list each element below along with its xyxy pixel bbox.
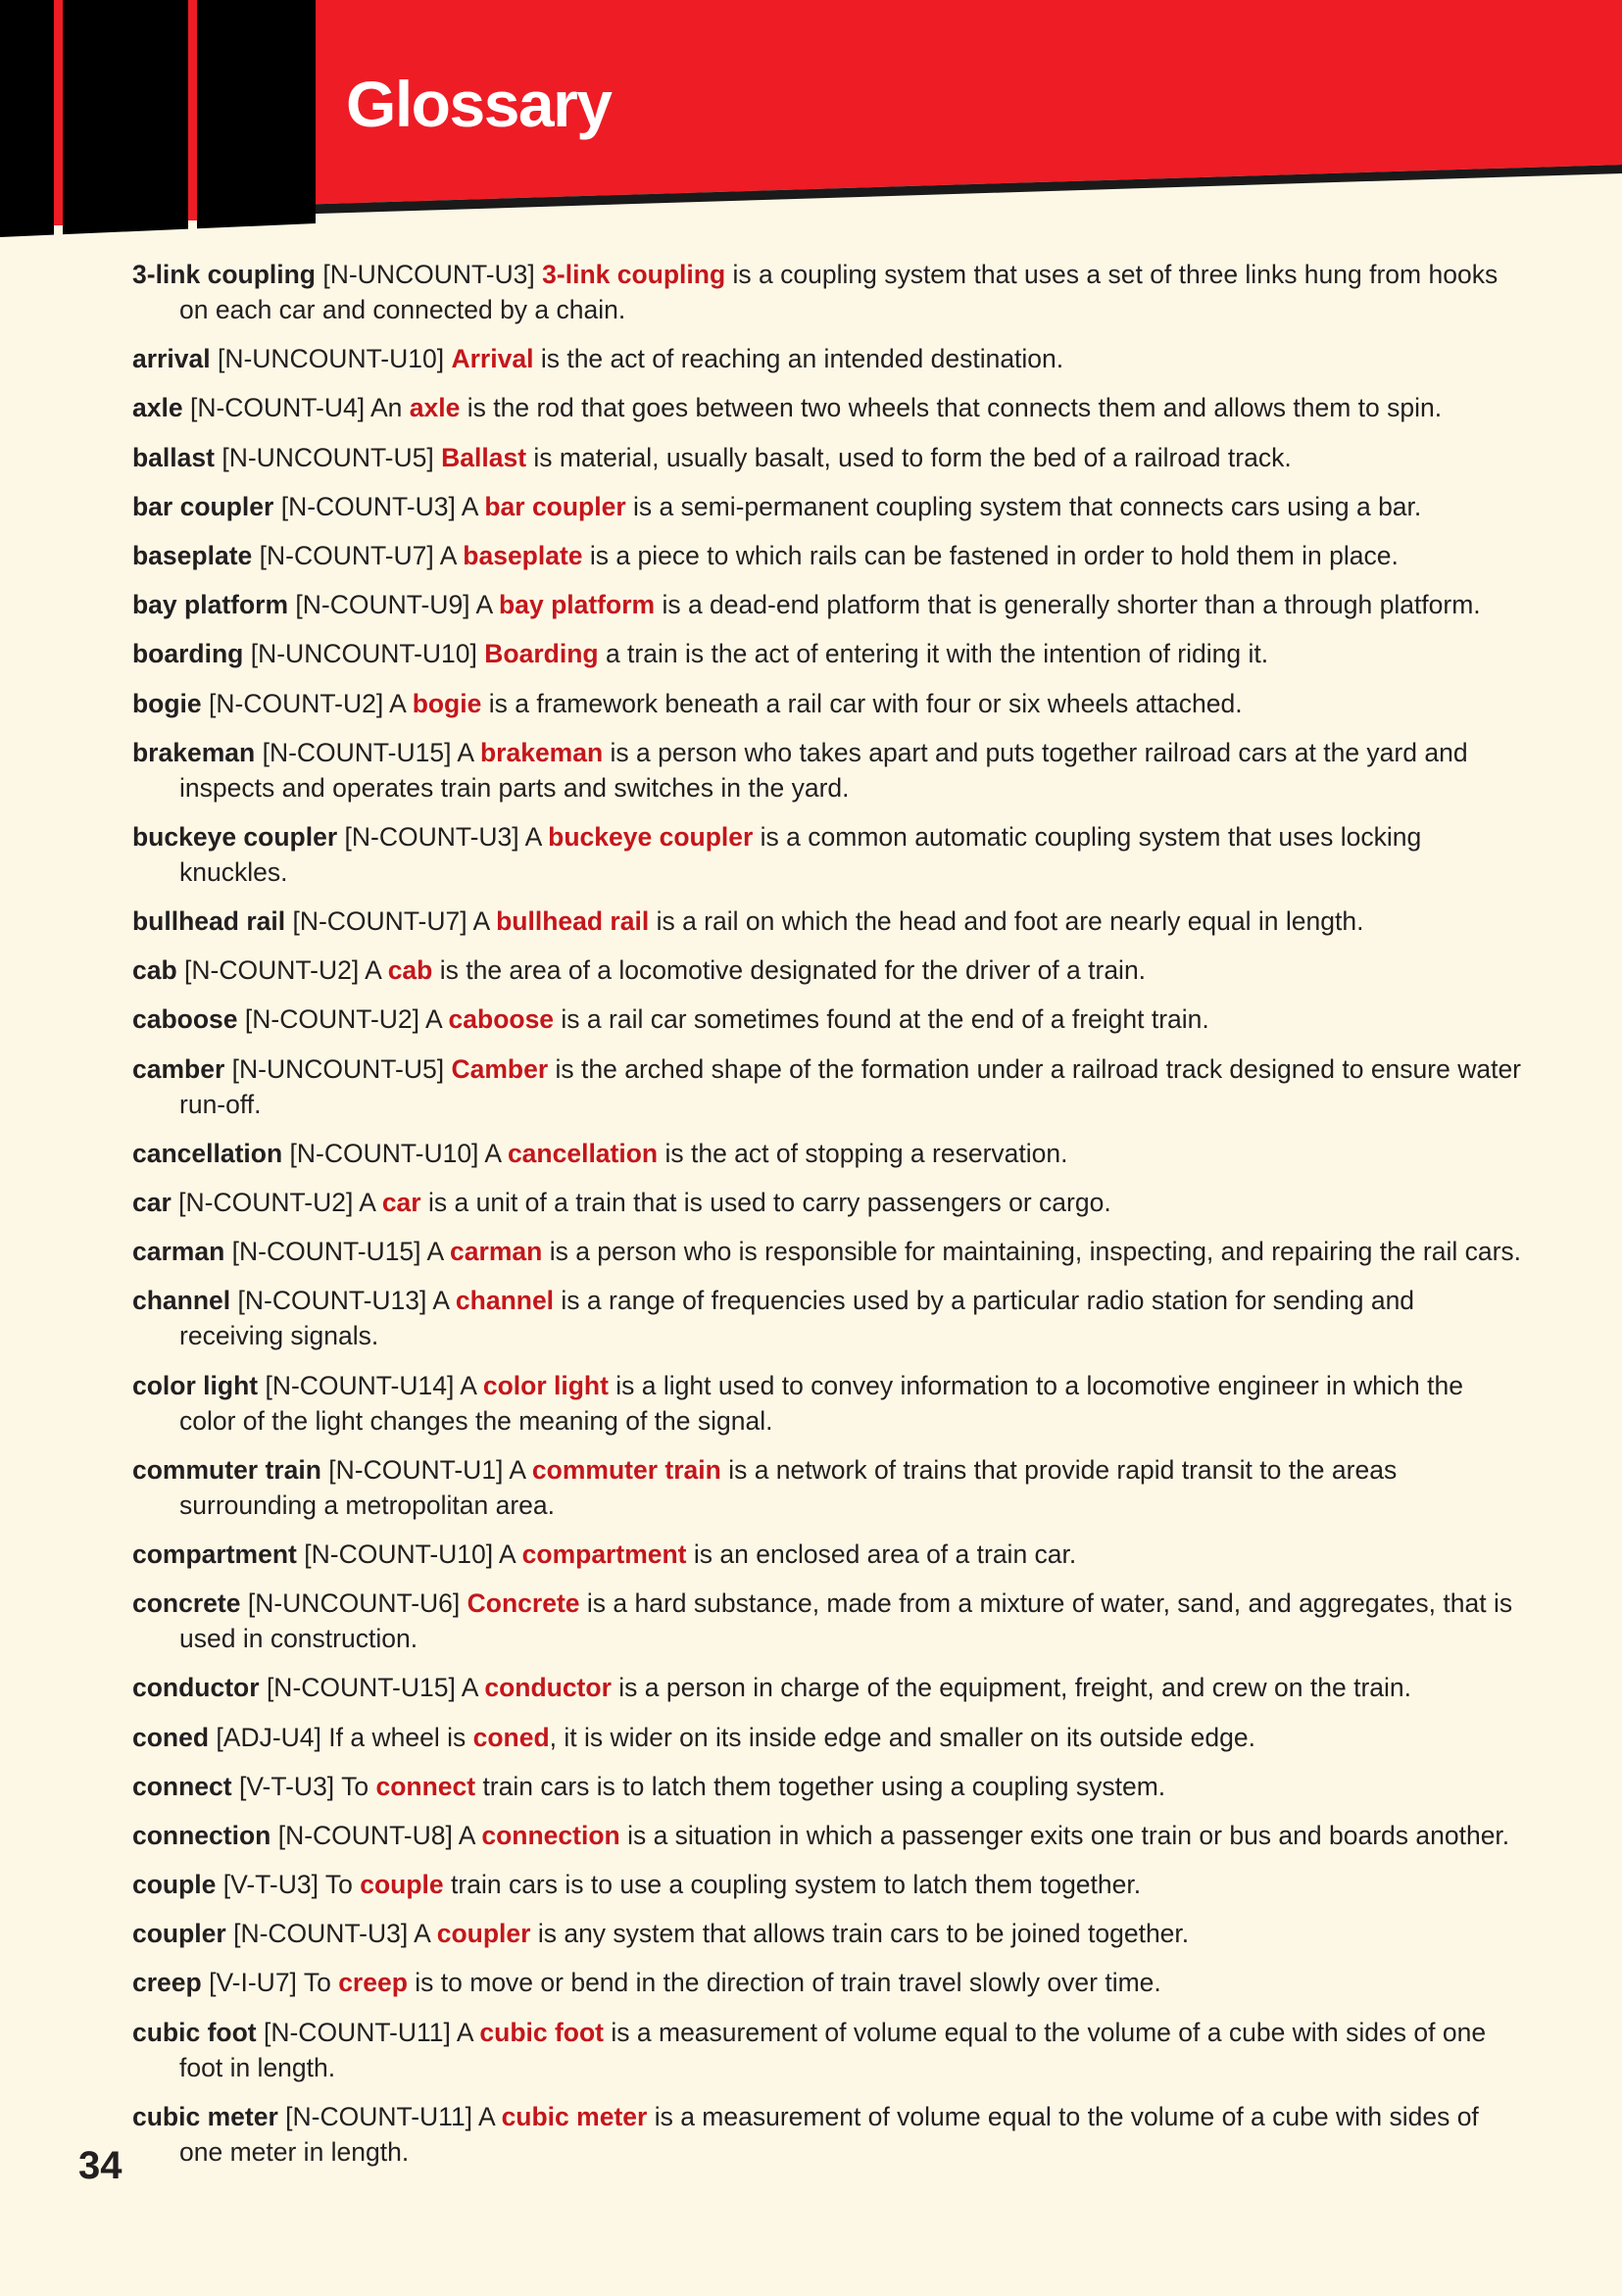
entry-part-of-speech: [N-UNCOUNT-U10] bbox=[250, 639, 477, 669]
entry-definition-lead: A bbox=[477, 2101, 495, 2131]
entry-term: baseplate bbox=[132, 540, 253, 570]
entry-definition-lead: A bbox=[460, 1370, 476, 1400]
header-black-block bbox=[0, 0, 316, 237]
entry-definition-lead: A bbox=[499, 1539, 516, 1569]
glossary-entry bbox=[132, 1136, 1524, 1171]
entry-term: conductor bbox=[132, 1673, 260, 1703]
glossary-entry bbox=[132, 538, 1524, 573]
entry-highlighted-term: brakeman bbox=[479, 737, 604, 767]
entry-term: camber bbox=[132, 1053, 225, 1084]
entry-term: brakeman bbox=[132, 737, 256, 767]
glossary-entry bbox=[132, 1818, 1524, 1853]
header-red-stripe-1 bbox=[54, 0, 63, 225]
entry-part-of-speech: [N-UNCOUNT-U5] bbox=[231, 1053, 445, 1084]
entry-definition: train cars is to use a coupling system to latch them together. bbox=[451, 1870, 1142, 1900]
page-title: Glossary bbox=[346, 68, 612, 140]
entry-highlighted-term: Boarding bbox=[484, 639, 599, 669]
entry-part-of-speech: [N-COUNT-U7] bbox=[292, 906, 467, 937]
entry-term: 3-link coupling bbox=[132, 260, 316, 289]
entry-definition: is material, usually basalt, used to form the bed of a railroad track. bbox=[533, 442, 1292, 472]
entry-definition: is the area of a locomotive designated for the driver of a train. bbox=[439, 955, 1147, 986]
glossary-entry bbox=[132, 1452, 1524, 1523]
entry-highlighted-term: buckeye coupler bbox=[548, 821, 754, 852]
entry-term: bay platform bbox=[132, 590, 289, 620]
glossary-entry bbox=[132, 953, 1524, 988]
entry-part-of-speech: [N-COUNT-U2] bbox=[184, 955, 360, 986]
entry-part-of-speech: [N-COUNT-U1] bbox=[328, 1454, 504, 1485]
entry-definition-lead: A bbox=[524, 821, 541, 852]
entry-highlighted-term: axle bbox=[409, 393, 461, 423]
entry-part-of-speech: [N-UNCOUNT-U6] bbox=[247, 1588, 461, 1619]
entry-term: creep bbox=[132, 1968, 202, 1998]
entry-highlighted-term: conductor bbox=[484, 1673, 612, 1703]
entry-definition-lead: A bbox=[456, 2017, 473, 2047]
entry-term: cab bbox=[132, 955, 177, 986]
entry-term: boarding bbox=[132, 639, 244, 669]
entry-definition-lead: A bbox=[484, 1138, 501, 1168]
entry-highlighted-term: cancellation bbox=[507, 1138, 659, 1168]
entry-term: concrete bbox=[132, 1588, 241, 1619]
entry-highlighted-term: cubic meter bbox=[501, 2101, 648, 2131]
entry-definition: is a light used to convey information to a locomotive engineer in which the color of the light changes the meaning of the signal. bbox=[179, 1370, 1463, 1436]
entry-definition-lead: A bbox=[424, 1004, 442, 1035]
entry-highlighted-term: 3-link coupling bbox=[542, 260, 726, 289]
glossary-entry bbox=[132, 2015, 1524, 2085]
glossary-entry bbox=[132, 686, 1524, 721]
entry-term: connection bbox=[132, 1820, 271, 1850]
glossary-entry bbox=[132, 1916, 1524, 1951]
entry-definition-lead: A bbox=[461, 1673, 477, 1703]
entry-part-of-speech: [ADJ-U4] bbox=[216, 1722, 321, 1752]
entry-definition: is the rod that goes between two wheels that connects them and allows them to spin. bbox=[467, 393, 1443, 423]
entry-highlighted-term: Arrival bbox=[451, 344, 534, 374]
entry-term: bogie bbox=[132, 688, 202, 718]
entry-definition: is a measurement of volume equal to the volume of a cube with sides of one foot in length. bbox=[179, 2017, 1487, 2082]
entry-highlighted-term: cubic foot bbox=[479, 2017, 605, 2047]
entry-part-of-speech: [N-COUNT-U11] bbox=[285, 2101, 473, 2131]
entry-definition: is a piece to which rails can be fastened in order to hold them in place. bbox=[589, 540, 1399, 570]
glossary-entry bbox=[132, 440, 1524, 475]
entry-definition: is a dead-end platform that is generally shorter than a through platform. bbox=[662, 590, 1481, 620]
entry-definition-lead: A bbox=[472, 906, 489, 937]
entry-term: bullhead rail bbox=[132, 906, 286, 937]
entry-definition: is to move or bend in the direction of train travel slowly over time. bbox=[415, 1968, 1161, 1998]
entry-part-of-speech: [N-COUNT-U3] bbox=[344, 821, 519, 852]
entry-part-of-speech: [V-T-U3] bbox=[238, 1771, 335, 1801]
entry-term: compartment bbox=[132, 1539, 297, 1569]
entry-highlighted-term: carman bbox=[450, 1237, 543, 1267]
entry-term: caboose bbox=[132, 1004, 238, 1035]
entry-definition-lead: An bbox=[370, 393, 403, 423]
entry-highlighted-term: color light bbox=[482, 1370, 609, 1400]
entry-term: carman bbox=[132, 1237, 225, 1267]
entry-highlighted-term: caboose bbox=[448, 1004, 555, 1035]
entry-term: connect bbox=[132, 1771, 232, 1801]
entry-definition: is a rail car sometimes found at the end of a freight train. bbox=[561, 1004, 1209, 1035]
glossary-entry bbox=[132, 587, 1524, 622]
entry-highlighted-term: compartment bbox=[521, 1539, 687, 1569]
entry-part-of-speech: [N-COUNT-U2] bbox=[178, 1188, 354, 1217]
glossary-entry bbox=[132, 636, 1524, 671]
glossary-list bbox=[132, 257, 1524, 2183]
entry-part-of-speech: [N-UNCOUNT-U5] bbox=[221, 442, 434, 472]
entry-part-of-speech: [V-T-U3] bbox=[222, 1870, 319, 1900]
glossary-entry bbox=[132, 341, 1524, 376]
entry-term: channel bbox=[132, 1286, 231, 1316]
entry-term: color light bbox=[132, 1370, 259, 1400]
entry-definition: train cars is to latch them together using a coupling system. bbox=[482, 1771, 1166, 1801]
glossary-entry bbox=[132, 1234, 1524, 1269]
glossary-entry bbox=[132, 489, 1524, 524]
entry-term: axle bbox=[132, 393, 183, 423]
glossary-entry bbox=[132, 1051, 1524, 1122]
entry-definition: is a person who takes apart and puts together railroad cars at the yard and inspects and operates train parts and switches in the yard. bbox=[179, 737, 1468, 803]
glossary-entry bbox=[132, 1185, 1524, 1220]
entry-part-of-speech: [N-COUNT-U14] bbox=[265, 1370, 455, 1400]
glossary-entry bbox=[132, 1368, 1524, 1439]
entry-part-of-speech: [N-COUNT-U8] bbox=[277, 1820, 453, 1850]
entry-definition-lead: A bbox=[426, 1237, 443, 1267]
header-notch-2 bbox=[188, 220, 197, 234]
entry-part-of-speech: [V-I-U7] bbox=[209, 1968, 297, 1998]
glossary-entry bbox=[132, 1769, 1524, 1804]
entry-definition-lead: A bbox=[461, 491, 477, 521]
entry-definition: is the act of stopping a reservation. bbox=[664, 1138, 1068, 1168]
entry-highlighted-term: connect bbox=[375, 1771, 476, 1801]
entry-part-of-speech: [N-COUNT-U15] bbox=[262, 737, 452, 767]
entry-definition: is a person who is responsible for maintaining, inspecting, and repairing the rail cars. bbox=[549, 1237, 1522, 1267]
entry-term: coupler bbox=[132, 1919, 226, 1949]
entry-term: commuter train bbox=[132, 1454, 321, 1485]
glossary-entry bbox=[132, 1537, 1524, 1572]
glossary-entry bbox=[132, 1586, 1524, 1656]
entry-part-of-speech: [N-UNCOUNT-U10] bbox=[217, 344, 445, 374]
entry-term: bar coupler bbox=[132, 491, 274, 521]
entry-part-of-speech: [N-COUNT-U9] bbox=[295, 590, 470, 620]
entry-part-of-speech: [N-COUNT-U11] bbox=[263, 2017, 451, 2047]
glossary-entry bbox=[132, 1867, 1524, 1902]
entry-definition: is a hard substance, made from a mixture of water, sand, and aggregates, that is used in construction. bbox=[179, 1588, 1513, 1654]
entry-part-of-speech: [N-UNCOUNT-U3] bbox=[322, 260, 535, 289]
entry-term: cubic meter bbox=[132, 2101, 278, 2131]
entry-part-of-speech: [N-COUNT-U7] bbox=[259, 540, 434, 570]
entry-term: couple bbox=[132, 1870, 217, 1900]
entry-part-of-speech: [N-COUNT-U15] bbox=[266, 1673, 456, 1703]
entry-definition: a train is the act of entering it with the intention of riding it. bbox=[605, 639, 1269, 669]
entry-definition-lead: If a wheel is bbox=[328, 1722, 467, 1752]
glossary-entry bbox=[132, 2099, 1524, 2170]
entry-definition: is any system that allows train cars to be joined together. bbox=[537, 1919, 1190, 1949]
entry-part-of-speech: [N-COUNT-U15] bbox=[231, 1237, 421, 1267]
entry-term: car bbox=[132, 1188, 172, 1217]
entry-definition-lead: A bbox=[359, 1188, 375, 1217]
glossary-entry bbox=[132, 1965, 1524, 2000]
entry-highlighted-term: commuter train bbox=[531, 1454, 721, 1485]
entry-part-of-speech: [N-COUNT-U2] bbox=[244, 1004, 420, 1035]
glossary-entry bbox=[132, 819, 1524, 890]
entry-part-of-speech: [N-COUNT-U10] bbox=[304, 1539, 494, 1569]
entry-definition-lead: A bbox=[439, 540, 456, 570]
header-notch-1 bbox=[54, 225, 63, 237]
glossary-entry bbox=[132, 1283, 1524, 1353]
entry-highlighted-term: bullhead rail bbox=[496, 906, 650, 937]
entry-definition: is a semi-permanent coupling system that connects cars using a bar. bbox=[633, 491, 1422, 521]
entry-highlighted-term: couple bbox=[360, 1870, 444, 1900]
entry-highlighted-term: Camber bbox=[451, 1053, 549, 1084]
entry-definition: is a rail on which the head and foot are nearly equal in length. bbox=[656, 906, 1364, 937]
entry-definition-lead: A bbox=[457, 737, 473, 767]
entry-definition-lead: To bbox=[324, 1870, 353, 1900]
entry-highlighted-term: bay platform bbox=[499, 590, 656, 620]
glossary-entry bbox=[132, 390, 1524, 425]
entry-highlighted-term: bar coupler bbox=[484, 491, 626, 521]
entry-definition: is a network of trains that provide rapid transit to the areas surrounding a metropolitan area. bbox=[179, 1454, 1398, 1520]
entry-definition-lead: A bbox=[432, 1286, 449, 1316]
entry-highlighted-term: cab bbox=[387, 955, 433, 986]
entry-part-of-speech: [N-COUNT-U3] bbox=[280, 491, 456, 521]
entry-definition-lead: A bbox=[365, 955, 381, 986]
entry-term: ballast bbox=[132, 442, 215, 472]
glossary-entry bbox=[132, 904, 1524, 939]
entry-definition: is the act of reaching an intended destination. bbox=[540, 344, 1064, 374]
entry-highlighted-term: Concrete bbox=[467, 1588, 580, 1619]
entry-definition-lead: A bbox=[458, 1820, 474, 1850]
entry-highlighted-term: baseplate bbox=[463, 540, 583, 570]
page-header bbox=[0, 0, 1622, 240]
entry-term: arrival bbox=[132, 344, 211, 374]
entry-highlighted-term: connection bbox=[481, 1820, 620, 1850]
entry-definition: is a framework beneath a rail car with four or six wheels attached. bbox=[488, 688, 1243, 718]
entry-term: coned bbox=[132, 1722, 210, 1752]
entry-definition: is a range of frequencies used by a particular radio station for sending and receiving signals. bbox=[179, 1286, 1415, 1351]
entry-highlighted-term: bogie bbox=[412, 688, 482, 718]
entry-highlighted-term: channel bbox=[455, 1286, 555, 1316]
entry-definition-lead: A bbox=[475, 590, 492, 620]
entry-definition: is a unit of a train that is used to carry passengers or cargo. bbox=[427, 1188, 1111, 1217]
entry-definition-lead: A bbox=[509, 1454, 525, 1485]
glossary-entry bbox=[132, 1001, 1524, 1037]
header-red-stripe-2 bbox=[188, 0, 197, 220]
entry-term: buckeye coupler bbox=[132, 821, 338, 852]
entry-term: cubic foot bbox=[132, 2017, 257, 2047]
entry-part-of-speech: [N-COUNT-U4] bbox=[189, 393, 366, 423]
entry-highlighted-term: creep bbox=[338, 1968, 408, 1998]
entry-highlighted-term: Ballast bbox=[441, 442, 527, 472]
glossary-entry bbox=[132, 1720, 1524, 1755]
entry-definition: is a coupling system that uses a set of three links hung from hooks on each car and connected by a chain. bbox=[179, 260, 1499, 324]
entry-definition: is a common automatic coupling system that uses locking knuckles. bbox=[179, 821, 1422, 887]
entry-definition: is a situation in which a passenger exits one train or bus and boards another. bbox=[627, 1820, 1510, 1850]
entry-highlighted-term: car bbox=[381, 1188, 421, 1217]
entry-definition-lead: To bbox=[303, 1968, 331, 1998]
entry-part-of-speech: [N-COUNT-U10] bbox=[289, 1138, 479, 1168]
entry-highlighted-term: coupler bbox=[436, 1919, 531, 1949]
glossary-entry bbox=[132, 735, 1524, 806]
page-number: 34 bbox=[78, 2144, 123, 2187]
entry-highlighted-term: coned bbox=[472, 1722, 550, 1752]
header-banner-graphic bbox=[0, 0, 1622, 240]
entry-term: cancellation bbox=[132, 1138, 283, 1168]
entry-part-of-speech: [N-COUNT-U2] bbox=[209, 688, 384, 718]
entry-definition: is a measurement of volume equal to the volume of a cube with sides of one meter in length. bbox=[179, 2101, 1479, 2167]
entry-definition-lead: To bbox=[341, 1771, 369, 1801]
entry-definition-lead: A bbox=[414, 1919, 430, 1949]
glossary-entry bbox=[132, 257, 1524, 327]
entry-part-of-speech: [N-COUNT-U3] bbox=[233, 1919, 409, 1949]
glossary-entry bbox=[132, 1670, 1524, 1705]
entry-definition: is a person in charge of the equipment, freight, and crew on the train. bbox=[618, 1673, 1411, 1703]
entry-part-of-speech: [N-COUNT-U13] bbox=[237, 1286, 427, 1316]
entry-definition: is an enclosed area of a train car. bbox=[693, 1539, 1077, 1569]
entry-definition-lead: A bbox=[389, 688, 406, 718]
entry-definition: is the arched shape of the formation under a railroad track designed to ensure water run-off. bbox=[179, 1053, 1522, 1119]
entry-definition: , it is wider on its inside edge and smaller on its outside edge. bbox=[549, 1722, 1255, 1752]
